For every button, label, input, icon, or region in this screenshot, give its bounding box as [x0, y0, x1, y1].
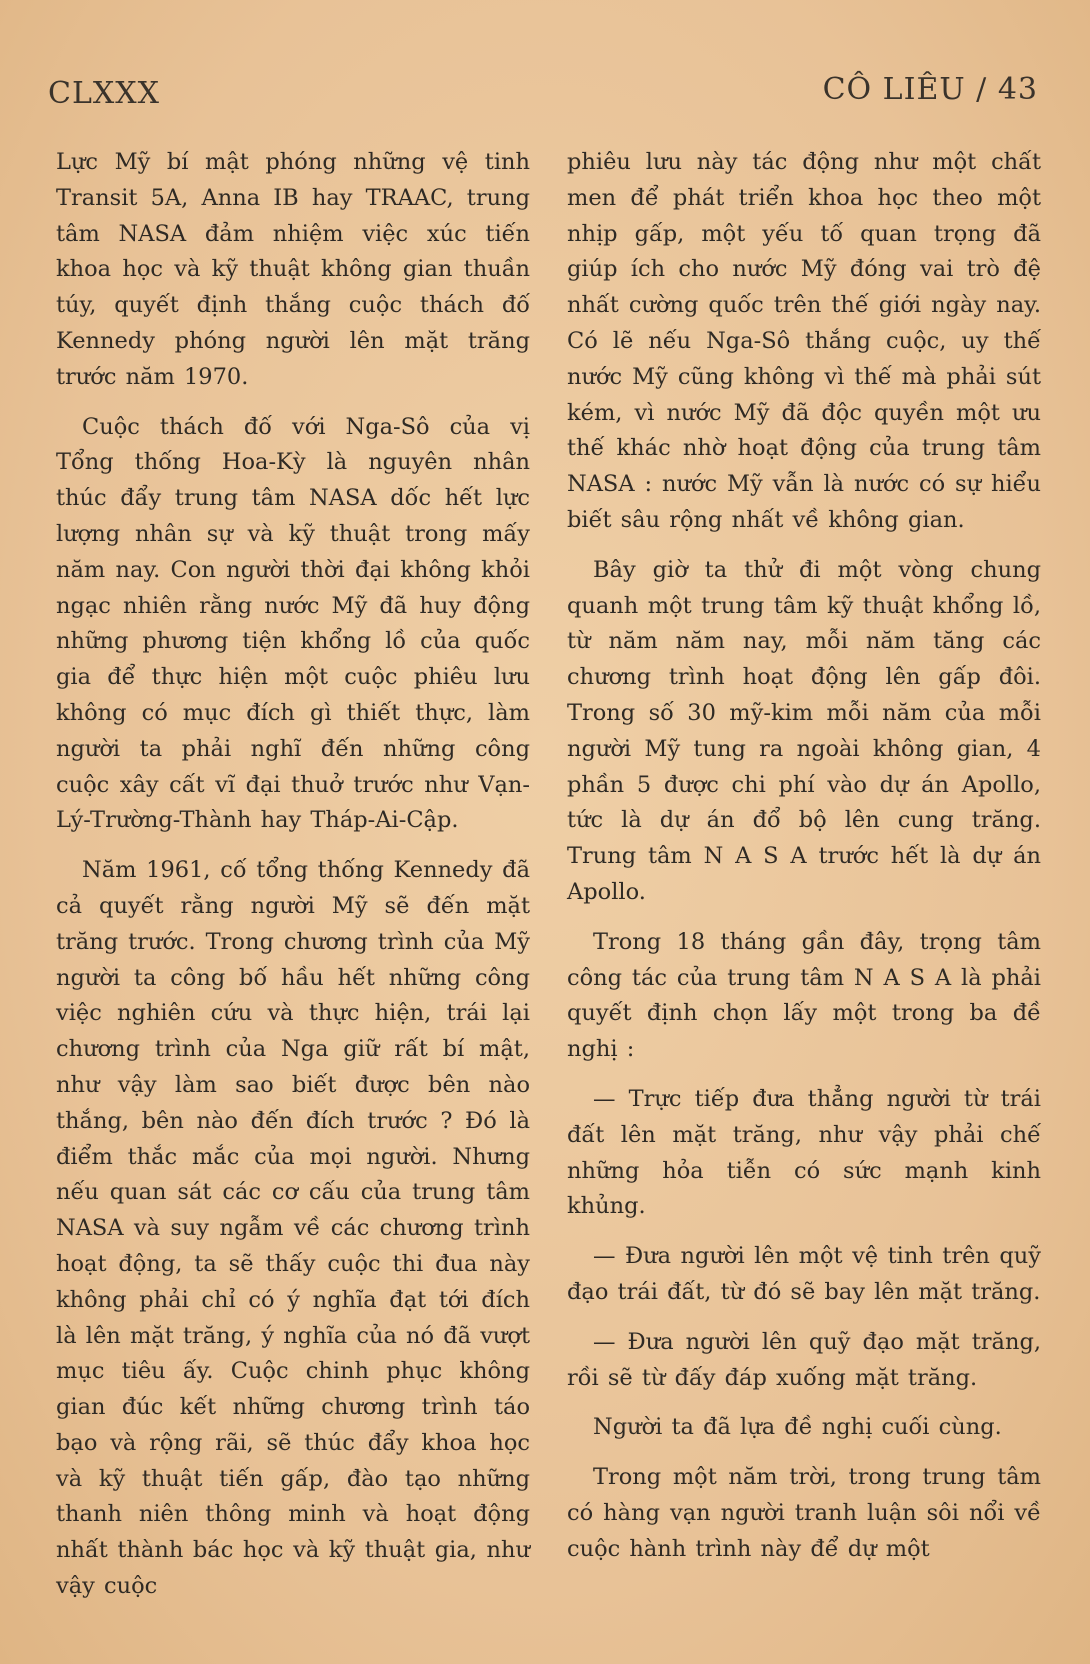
paragraph: phiêu lưu này tác động như một chất men để phát triển khoa học theo một nhịp gấp, một yếu tố quan trọng đã giúp ích cho nước Mỹ đóng vai trò đệ nhất cường quốc trên thế giới ngày nay. Có lẽ nếu Nga-Sô thắng cuộc, uy thế nước Mỹ cũng không vì thế mà phải sút kém, vì nước Mỹ đã độc quyền một ưu thế khác nhờ hoạt động của trung tâm NASA : nước Mỹ vẫn là nước có sự hiểu biết sâu rộng nhất về không gian. — [567, 149, 1041, 533]
paragraph: Lực Mỹ bí mật phóng những vệ tinh Transit 5A, Anna IB hay TRAAC, trung tâm NASA đảm nhiệm việc xúc tiến khoa học và kỹ thuật không gian thuần túy, quyết định thắng cuộc thách đố Kennedy phóng người lên mặt trăng trước năm 1970. — [56, 149, 530, 390]
paragraph: Trong 18 tháng gần đây, trọng tâm công tác của trung tâm N A S A là phải quyết định chọn lấy một trong ba đề nghị : — [567, 928, 1041, 1063]
right-column — [567, 145, 1041, 1581]
paragraph: Cuộc thách đố với Nga-Sô của vị Tổng thống Hoa-Kỳ là nguyên nhân thúc đẩy trung tâm NASA dốc hết lực lượng nhân sự và kỹ thuật trong mấy năm nay. Con người thời đại không khỏi ngạc nhiên rằng nước Mỹ đã huy động những phương tiện khổng lồ của quốc gia để thực hiện một cuộc phiêu lưu không có mục đích gì thiết thực, làm người ta phải nghĩ đến những công cuộc xây cất vĩ đại thuở trước như Vạn-Lý-Trường-Thành hay Tháp-Ai-Cập. — [56, 413, 530, 834]
paragraph: Trong một năm trời, trong trung tâm có hàng vạn người tranh luận sôi nổi về cuộc hành trình này để dự một — [567, 1464, 1041, 1562]
chapter-number: CLXXX — [48, 76, 160, 111]
paragraph: — Đưa người lên một vệ tinh trên quỹ đạo trái đất, từ đó sẽ bay lên mặt trăng. — [567, 1243, 1041, 1305]
running-header: CÔ LIÊU / 43 — [822, 72, 1038, 107]
paragraph: — Đưa người lên quỹ đạo mặt trăng, rồi sẽ từ đấy đáp xuống mặt trăng. — [567, 1328, 1041, 1391]
paragraph: — Trực tiếp đưa thẳng người từ trái đất lên mặt trăng, như vậy phải chế những hỏa tiễn có sức mạnh kinh khủng. — [567, 1085, 1041, 1220]
left-column — [56, 145, 530, 1619]
paragraph: Bây giờ ta thử đi một vòng chung quanh một trung tâm kỹ thuật khổng lồ, từ năm năm nay, mỗi năm tăng các chương trình hoạt động lên gấp đôi. Trong số 30 mỹ-kim mỗi năm của mỗi người Mỹ tung ra ngoài không gian, 4 phần 5 được chi phí vào dự án Apollo, tức là dự án đổ bộ lên cung trăng. Trung tâm N A S A trước hết là dự án Apollo. — [567, 556, 1041, 905]
paragraph: Năm 1961, cố tổng thống Kennedy đã cả quyết rằng người Mỹ sẽ đến mặt trăng trước. Trong chương trình của Mỹ người ta công bố hầu hết những công việc nghiên cứu và thực hiện, trái lại chương trình của Nga giữ rất bí mật, như vậy làm sao biết được bên nào thắng, bên nào đến đích trước ? Đó là điểm thắc mắc của mọi người. Nhưng nếu quan sát các cơ cấu của trung tâm NASA và suy ngẫm về các chương trình hoạt động, ta sẽ thấy cuộc thi đua này không phải chỉ có ý nghĩa đạt tới đích là lên mặt trăng, ý nghĩa của nó đã vượt mục tiêu ấy. Cuộc chinh phục không gian đúc kết những chương trình táo bạo và rộng rãi, sẽ thúc đẩy khoa học và kỹ thuật tiến gấp, đào tạo những thanh niên thông minh và hoạt động nhất thành bác học và kỹ thuật gia, như vậy cuộc — [56, 857, 530, 1600]
paragraph: Người ta đã lựa đề nghị cuối cùng. — [593, 1414, 1002, 1441]
